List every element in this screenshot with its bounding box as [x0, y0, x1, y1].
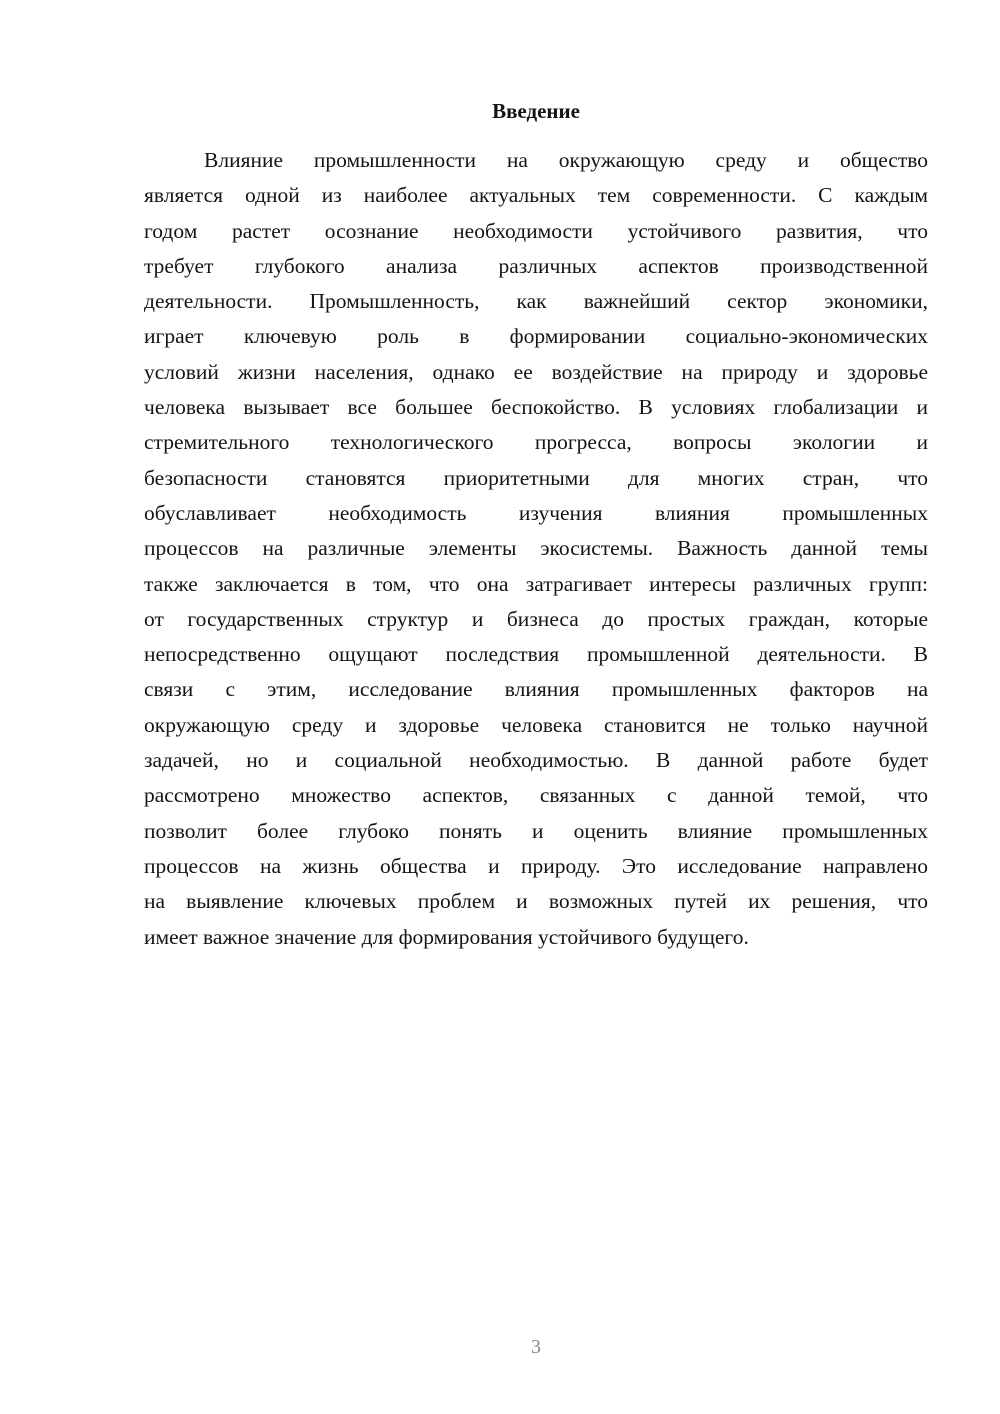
introduction-paragraph — [144, 143, 928, 955]
paragraph-line: процессов на различные элементы экосистемы. Важность данной темы — [144, 536, 928, 561]
paragraph-line: процессов на жизнь общества и природу. Это исследование направлено — [144, 853, 928, 878]
paragraph-line: рассмотрено множество аспектов, связанных с данной темой, что — [144, 783, 928, 808]
paragraph-line: годом растет осознание необходимости устойчивого развития, что — [144, 218, 928, 243]
paragraph-line: от государственных структур и бизнеса до простых граждан, которые — [144, 606, 928, 631]
paragraph-line: на выявление ключевых проблем и возможных путей их решения, что — [144, 889, 928, 914]
paragraph-line: также заключается в том, что она затрагивает интересы различных групп: — [144, 571, 928, 596]
paragraph-line: позволит более глубоко понять и оценить влияние промышленных — [144, 818, 928, 843]
paragraph-line: деятельности. Промышленность, как важнейший сектор экономики, — [144, 289, 928, 314]
paragraph-line: имеет важное значение для формирования устойчивого будущего. — [144, 924, 749, 949]
paragraph-line: Влияние промышленности на окружающую среду и общество — [204, 148, 928, 172]
paragraph-line: является одной из наиболее актуальных тем современности. С каждым — [144, 183, 928, 208]
paragraph-line: безопасности становятся приоритетными для многих стран, что — [144, 465, 928, 490]
paragraph-line: окружающую среду и здоровье человека становится не только научной — [144, 712, 928, 737]
page-title: Введение — [492, 99, 580, 123]
paragraph-line: обуславливает необходимость изучения влияния промышленных — [144, 500, 928, 525]
paragraph-line: стремительного технологического прогресса, вопросы экологии и — [144, 430, 928, 455]
paragraph-line: условий жизни населения, однако ее воздействие на природу и здоровье — [144, 359, 928, 384]
paragraph-line: связи с этим, исследование влияния промышленных факторов на — [144, 677, 928, 702]
paragraph-line: требует глубокого анализа различных аспектов производственной — [144, 253, 928, 278]
paragraph-line: непосредственно ощущают последствия промышленной деятельности. В — [144, 642, 928, 667]
page-number: 3 — [531, 1336, 541, 1358]
paragraph-line: играет ключевую роль в формировании социально-экономических — [144, 324, 928, 349]
paragraph-line: задачей, но и социальной необходимостью. В данной работе будет — [144, 748, 928, 773]
paragraph-line: человека вызывает все большее беспокойство. В условиях глобализации и — [144, 395, 928, 420]
